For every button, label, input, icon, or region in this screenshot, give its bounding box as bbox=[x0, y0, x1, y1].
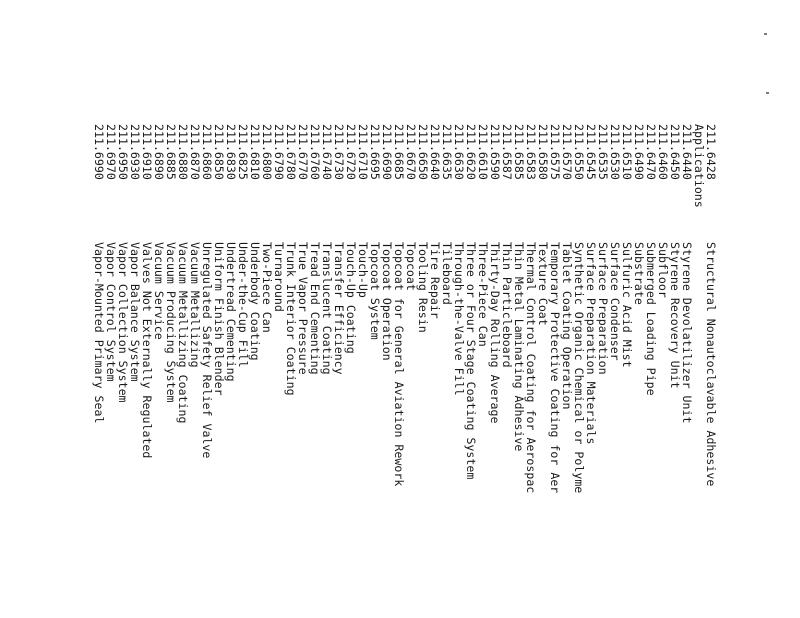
section-code: 211.6990 bbox=[92, 124, 106, 180]
section-title: Touch-Up bbox=[356, 242, 370, 298]
section-title: Transfer Efficiency bbox=[332, 242, 346, 375]
section-title: Substrate bbox=[632, 242, 646, 305]
section-code: 211.6760 bbox=[308, 124, 322, 180]
section-title: Topcoat for General Aviation Rework bbox=[392, 242, 406, 487]
section-code: 211.6587 bbox=[500, 124, 514, 180]
section-title: Tablet Coating Operation bbox=[560, 242, 574, 410]
section-title: Trunk Interior Coating bbox=[284, 242, 298, 396]
section-code: 211.6490 bbox=[632, 124, 646, 180]
section-title: Styrene Devolatilizer Unit bbox=[680, 242, 694, 424]
section-title: Vapor Collection System bbox=[116, 242, 130, 403]
section-title: Tread End Cementing bbox=[308, 242, 322, 375]
section-code: 211.6970 bbox=[104, 124, 118, 180]
section-code: 211.6550 bbox=[572, 124, 586, 180]
section-title: Underbody Coating bbox=[248, 242, 262, 361]
section-code: 211.6530 bbox=[608, 124, 622, 180]
section-title: Thin Metal Laminating Adhesive bbox=[512, 242, 526, 452]
section-title: Vacuum Metallizing bbox=[188, 242, 202, 368]
section-title: Undertread Cementing bbox=[224, 242, 238, 382]
section-title: Topcoat System bbox=[368, 242, 382, 340]
section-code: 211.6635 bbox=[440, 124, 454, 180]
section-code: 211.6650 bbox=[416, 124, 430, 180]
section-title: Three or Four Stage Coating System bbox=[464, 242, 478, 480]
section-code: 211.6870 bbox=[188, 124, 202, 180]
section-title: Turnaround bbox=[272, 242, 286, 312]
section-code: 211.6710 bbox=[356, 124, 370, 180]
section-code: 211.6640 bbox=[428, 124, 442, 180]
section-code: 211.6800 bbox=[260, 124, 274, 180]
section-code: 211.6890 bbox=[152, 124, 166, 180]
section-code: 211.6860 bbox=[200, 124, 214, 180]
section-code: 211.6930 bbox=[128, 124, 142, 180]
section-code: 211.6880 bbox=[176, 124, 190, 180]
section-title: Through-the-Valve Fill bbox=[452, 242, 466, 396]
section-code: 211.6690 bbox=[380, 124, 394, 180]
section-title: Vapor-Mounted Primary Seal bbox=[92, 242, 106, 424]
section-title: Tileboard bbox=[440, 242, 454, 305]
section-code: 211.6850 bbox=[212, 124, 226, 180]
section-title: Thermal Control Coating for Aerospac bbox=[524, 242, 538, 494]
section-title: Two-Piece Can bbox=[260, 242, 274, 333]
section-code: 211.6590 bbox=[488, 124, 502, 180]
section-code: 211.6580 bbox=[536, 124, 550, 180]
scan-speck bbox=[766, 92, 769, 94]
section-title: Vacuum Metallizing Coating bbox=[176, 242, 190, 424]
section-title: Tooling Resin bbox=[416, 242, 430, 333]
section-title: Submerged Loading Pipe bbox=[644, 242, 658, 396]
section-code: 211.6695 bbox=[368, 124, 382, 180]
section-title: Thirty-Day Rolling Average bbox=[488, 242, 502, 424]
section-code: 211.6510 bbox=[620, 124, 634, 180]
section-title: Styrene Recovery Unit bbox=[668, 242, 682, 389]
section-code: 211.6428 bbox=[704, 124, 718, 180]
section-title: Topcoat Operation bbox=[380, 242, 394, 361]
section-title: Vacuum Service bbox=[152, 242, 166, 340]
section-code: 211.6610 bbox=[476, 124, 490, 180]
section-code: 211.6825 bbox=[236, 124, 250, 180]
section-title: Surface Condenser bbox=[608, 242, 622, 361]
section-code: 211.6730 bbox=[332, 124, 346, 180]
section-title: True Vapor Pressure bbox=[296, 242, 310, 375]
section-code: 211.6585 bbox=[512, 124, 526, 180]
section-title: Temporary Protective Coating for Aer bbox=[548, 242, 562, 494]
section-code: 211.6910 bbox=[140, 124, 154, 180]
glossary-list bbox=[77, 124, 717, 604]
section-title: Under-the-Cup Fill bbox=[236, 242, 250, 368]
section-code: 211.6770 bbox=[296, 124, 310, 180]
section-title: Surface Preparation bbox=[596, 242, 610, 375]
section-title: Uniform Finish Blender bbox=[212, 242, 226, 396]
section-code: 211.6885 bbox=[164, 124, 178, 180]
section-title: Vapor Balance System bbox=[128, 242, 142, 382]
section-code: 211.6950 bbox=[116, 124, 130, 180]
section-title: Vacuum Producing System bbox=[164, 242, 178, 403]
section-code: 211.6583 bbox=[524, 124, 538, 180]
section-code: 211.6440 bbox=[680, 124, 694, 180]
section-code: 211.6685 bbox=[392, 124, 406, 180]
section-code: 211.6780 bbox=[284, 124, 298, 180]
section-code: 211.6620 bbox=[464, 124, 478, 180]
section-title: Translucent Coating bbox=[320, 242, 334, 375]
section-title: Subfloor bbox=[656, 242, 670, 298]
section-title: Synthetic Organic Chemical or Polyme bbox=[572, 242, 586, 494]
section-title: Unregulated Safety Relief Valve bbox=[200, 242, 214, 459]
scan-speck bbox=[764, 33, 767, 35]
section-code: 211.6570 bbox=[560, 124, 574, 180]
section-title: Valves Not Externally Regulated bbox=[140, 242, 154, 459]
section-code: 211.6670 bbox=[404, 124, 418, 180]
section-title: Surface Preparation Materials bbox=[584, 242, 598, 445]
section-title: Structural Nonautoclavable Adhesive bbox=[704, 242, 718, 487]
section-title: Sulfuric Acid Mist bbox=[620, 242, 634, 368]
section-title: Tire Repair bbox=[428, 242, 442, 319]
section-title: Touch-Up Coating bbox=[344, 242, 358, 354]
section-code: 211.6450 bbox=[668, 124, 682, 180]
section-code: 211.6810 bbox=[248, 124, 262, 180]
section-code: 211.6545 bbox=[584, 124, 598, 180]
section-code: 211.6630 bbox=[452, 124, 466, 180]
section-code: 211.6460 bbox=[656, 124, 670, 180]
section-title: Texture Coat bbox=[536, 242, 550, 326]
section-code: 211.6535 bbox=[596, 124, 610, 180]
section-code: 211.6830 bbox=[224, 124, 238, 180]
section-title: Thin Particleboard bbox=[500, 242, 514, 368]
section-title: Vapor Control System bbox=[104, 242, 118, 382]
section-code: 211.6790 bbox=[272, 124, 286, 180]
section-code: Applications bbox=[692, 124, 706, 208]
section-code: 211.6740 bbox=[320, 124, 334, 180]
section-code: 211.6470 bbox=[644, 124, 658, 180]
section-code: 211.6720 bbox=[344, 124, 358, 180]
section-code: 211.6575 bbox=[548, 124, 562, 180]
section-title: Three-Piece Can bbox=[476, 242, 490, 347]
section-title: Topcoat bbox=[404, 242, 418, 291]
